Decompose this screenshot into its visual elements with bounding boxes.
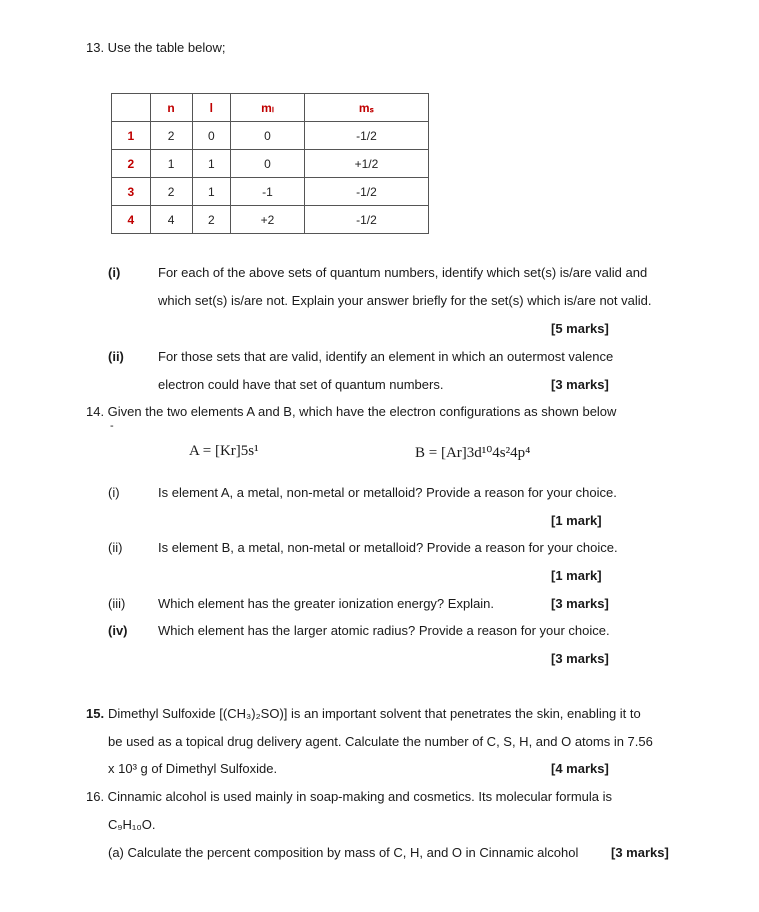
table-header-row	[112, 94, 429, 122]
q13-i-line2: which set(s) is/are not. Explain your answer briefly for the set(s) which is/are not valid.	[158, 293, 652, 308]
q13-ii-label: (ii)	[108, 349, 124, 364]
table-cell: 4	[150, 206, 192, 234]
q13-title: 13. Use the table below;	[86, 40, 226, 55]
table-cell: 1	[192, 150, 231, 178]
q13-ii-marks: [3 marks]	[551, 377, 609, 392]
q14-i-marks: [1 mark]	[551, 513, 602, 528]
table-cell: 2	[192, 206, 231, 234]
q14-i-text: Is element A, a metal, non-metal or metalloid? Provide a reason for your choice.	[158, 485, 617, 500]
q14-iv-label: (iv)	[108, 623, 128, 638]
table-row-label: 4	[112, 206, 151, 234]
table-cell: +2	[231, 206, 305, 234]
table-row	[112, 178, 429, 206]
table-cell: -1/2	[304, 122, 428, 150]
q13-ii-line2: electron could have that set of quantum numbers.	[158, 377, 444, 392]
q13-ii-line1: For those sets that are valid, identify an element in which an outermost valence	[158, 349, 614, 364]
table-cell: 0	[231, 122, 305, 150]
q15-line2: be used as a topical drug delivery agent. Calculate the number of C, S, H, and O atoms in 7.56	[108, 734, 653, 749]
q14-ii-label: (ii)	[108, 540, 123, 555]
table-cell: 1	[192, 178, 231, 206]
table-cell: 2	[150, 122, 192, 150]
quantum-numbers-table	[111, 93, 429, 234]
q14-iv-marks: [3 marks]	[551, 651, 609, 666]
table-header-cell: l	[192, 94, 231, 122]
q16-a-marks: [3 marks]	[611, 845, 669, 860]
table-row-label: 3	[112, 178, 151, 206]
q16-formula: C₉H₁₀O.	[108, 817, 156, 832]
table-cell: -1/2	[304, 206, 428, 234]
table-cell: +1/2	[304, 150, 428, 178]
q14-iii-label: (iii)	[108, 596, 126, 611]
table-header-cell	[112, 94, 151, 122]
table-row-label: 1	[112, 122, 151, 150]
q14-dash: -	[110, 420, 114, 432]
table-cell: -1/2	[304, 178, 428, 206]
q14-iv-text: Which element has the larger atomic radius? Provide a reason for your choice.	[158, 623, 610, 638]
table-header-cell: mₗ	[231, 94, 305, 122]
q15-line3: x 10³ g of Dimethyl Sulfoxide.	[108, 761, 278, 776]
q15-line1: Dimethyl Sulfoxide [(CH₃)₂SO)] is an important solvent that penetrates the skin, enabling it to	[108, 706, 641, 721]
q14-iii-text: Which element has the greater ionization energy? Explain.	[158, 596, 495, 611]
table-row	[112, 122, 429, 150]
q14-ii-marks: [1 mark]	[551, 568, 602, 583]
table-header-cell: n	[150, 94, 192, 122]
q14-ii-text: Is element B, a metal, non-metal or metalloid? Provide a reason for your choice.	[158, 540, 618, 555]
q14-i-label: (i)	[108, 485, 120, 500]
config-b: B = [Ar]3d¹⁰4s²4p⁴	[415, 445, 531, 461]
config-a: A = [Kr]5s¹	[189, 443, 259, 459]
q16-a-text: (a) Calculate the percent composition by mass of C, H, and O in Cinnamic alcohol	[108, 845, 579, 860]
table-row-label: 2	[112, 150, 151, 178]
q13-i-label: (i)	[108, 265, 121, 280]
table-cell: 1	[150, 150, 192, 178]
q14-iii-marks: [3 marks]	[551, 596, 609, 611]
q13-i-marks: [5 marks]	[551, 321, 609, 336]
table-cell: -1	[231, 178, 305, 206]
table-cell: 0	[231, 150, 305, 178]
q13-i-line1: For each of the above sets of quantum numbers, identify which set(s) is/are valid and	[158, 265, 648, 280]
q14-title: 14. Given the two elements A and B, which have the electron configurations as shown below	[86, 404, 617, 419]
table-row	[112, 150, 429, 178]
table-header-cell: mₛ	[304, 94, 428, 122]
q15-number: 15.	[86, 706, 105, 721]
q15-marks: [4 marks]	[551, 761, 609, 776]
table-cell: 0	[192, 122, 231, 150]
q16-line1: 16. Cinnamic alcohol is used mainly in soap-making and cosmetics. Its molecular formula is	[86, 789, 612, 804]
table-row	[112, 206, 429, 234]
table-cell: 2	[150, 178, 192, 206]
